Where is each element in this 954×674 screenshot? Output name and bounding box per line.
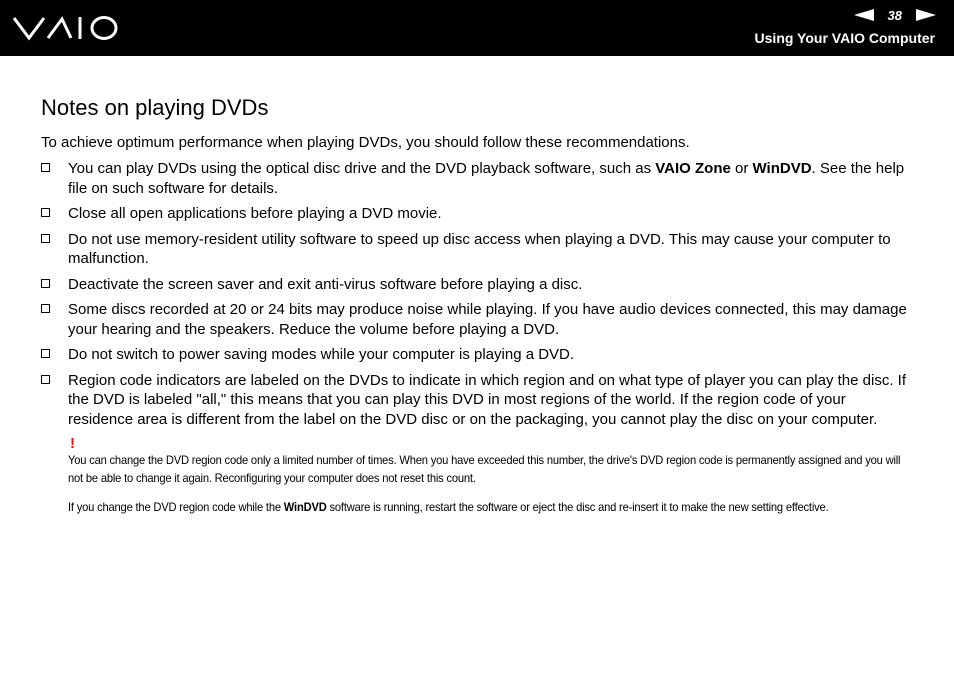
note-text: If you change the DVD region code while the <box>68 500 284 514</box>
checkbox-bullet-icon <box>41 375 50 384</box>
main-content <box>41 95 911 516</box>
list-item <box>41 159 911 198</box>
vaio-zone-term: VAIO Zone <box>655 160 731 177</box>
checkbox-bullet-icon <box>41 234 50 243</box>
item-text: Deactivate the screen saver and exit anti-virus software before playing a disc. <box>68 275 583 293</box>
previous-page-arrow-icon[interactable] <box>854 9 874 21</box>
item-text: You can play DVDs using the optical disc drive and the DVD playback software, such as <box>68 160 656 177</box>
checkbox-bullet-icon <box>41 304 50 313</box>
note-text: software is running, restart the software or eject the disc and re-insert it to make the new setting effective. <box>326 500 829 514</box>
checkbox-bullet-icon <box>41 279 50 288</box>
list-item <box>41 300 911 339</box>
region-code-notes <box>68 437 911 516</box>
section-title: Using Your VAIO Computer <box>754 30 935 46</box>
intro-paragraph: To achieve optimum performance when playing DVDs, you should follow these recommendations. <box>41 134 690 151</box>
item-text: . See the help file on such software for details. <box>68 160 905 197</box>
note-region-change-limit: You can change the DVD region code only a limited number of times. When you have exceeded this number, the drive's DVD region code is permanently assigned and you will not be able to change it again. Reconfiguring your computer does not reset this count. <box>68 453 901 485</box>
checkbox-bullet-icon <box>41 349 50 358</box>
item-text: Do not use memory-resident utility software to speed up disc access when playing a DVD. This may cause your computer to malfunction. <box>68 230 891 267</box>
recommendations-list <box>41 159 911 429</box>
note-windvd-restart <box>68 498 911 516</box>
list-item <box>41 275 911 295</box>
checkbox-bullet-icon <box>41 208 50 217</box>
item-text: or <box>730 160 753 177</box>
list-item <box>41 371 911 430</box>
warning-mark-icon: ! <box>70 435 75 452</box>
list-item <box>41 204 911 224</box>
page-navigation <box>854 7 936 23</box>
windvd-term: WinDVD <box>283 500 327 514</box>
list-item <box>41 345 911 365</box>
checkbox-bullet-icon <box>41 163 50 172</box>
vaio-logo <box>12 14 120 42</box>
item-text: Region code indicators are labeled on the DVDs to indicate in which region and on what type of player you can play the disc. If the DVD is labeled "all," this means that you can play this DVD in most regions of the world. If the region code of your residence area is different from the label on the DVD disc or on the packaging, you cannot play the disc on your computer. <box>68 371 907 428</box>
next-page-arrow-icon[interactable] <box>916 9 936 21</box>
item-text: Do not switch to power saving modes while your computer is playing a DVD. <box>68 346 575 363</box>
item-text: Close all open applications before playing a DVD movie. <box>68 205 442 222</box>
page-number: 38 <box>887 7 902 23</box>
item-text: Some discs recorded at 20 or 24 bits may produce noise while playing. If you have audio devices connected, this may damage your hearing and the speakers. Reduce the volume before playing a DVD. <box>68 301 907 338</box>
page-title: Notes on playing DVDs <box>41 95 269 120</box>
windvd-term: WinDVD <box>752 160 812 177</box>
list-item <box>41 230 911 269</box>
page-header <box>0 0 954 56</box>
